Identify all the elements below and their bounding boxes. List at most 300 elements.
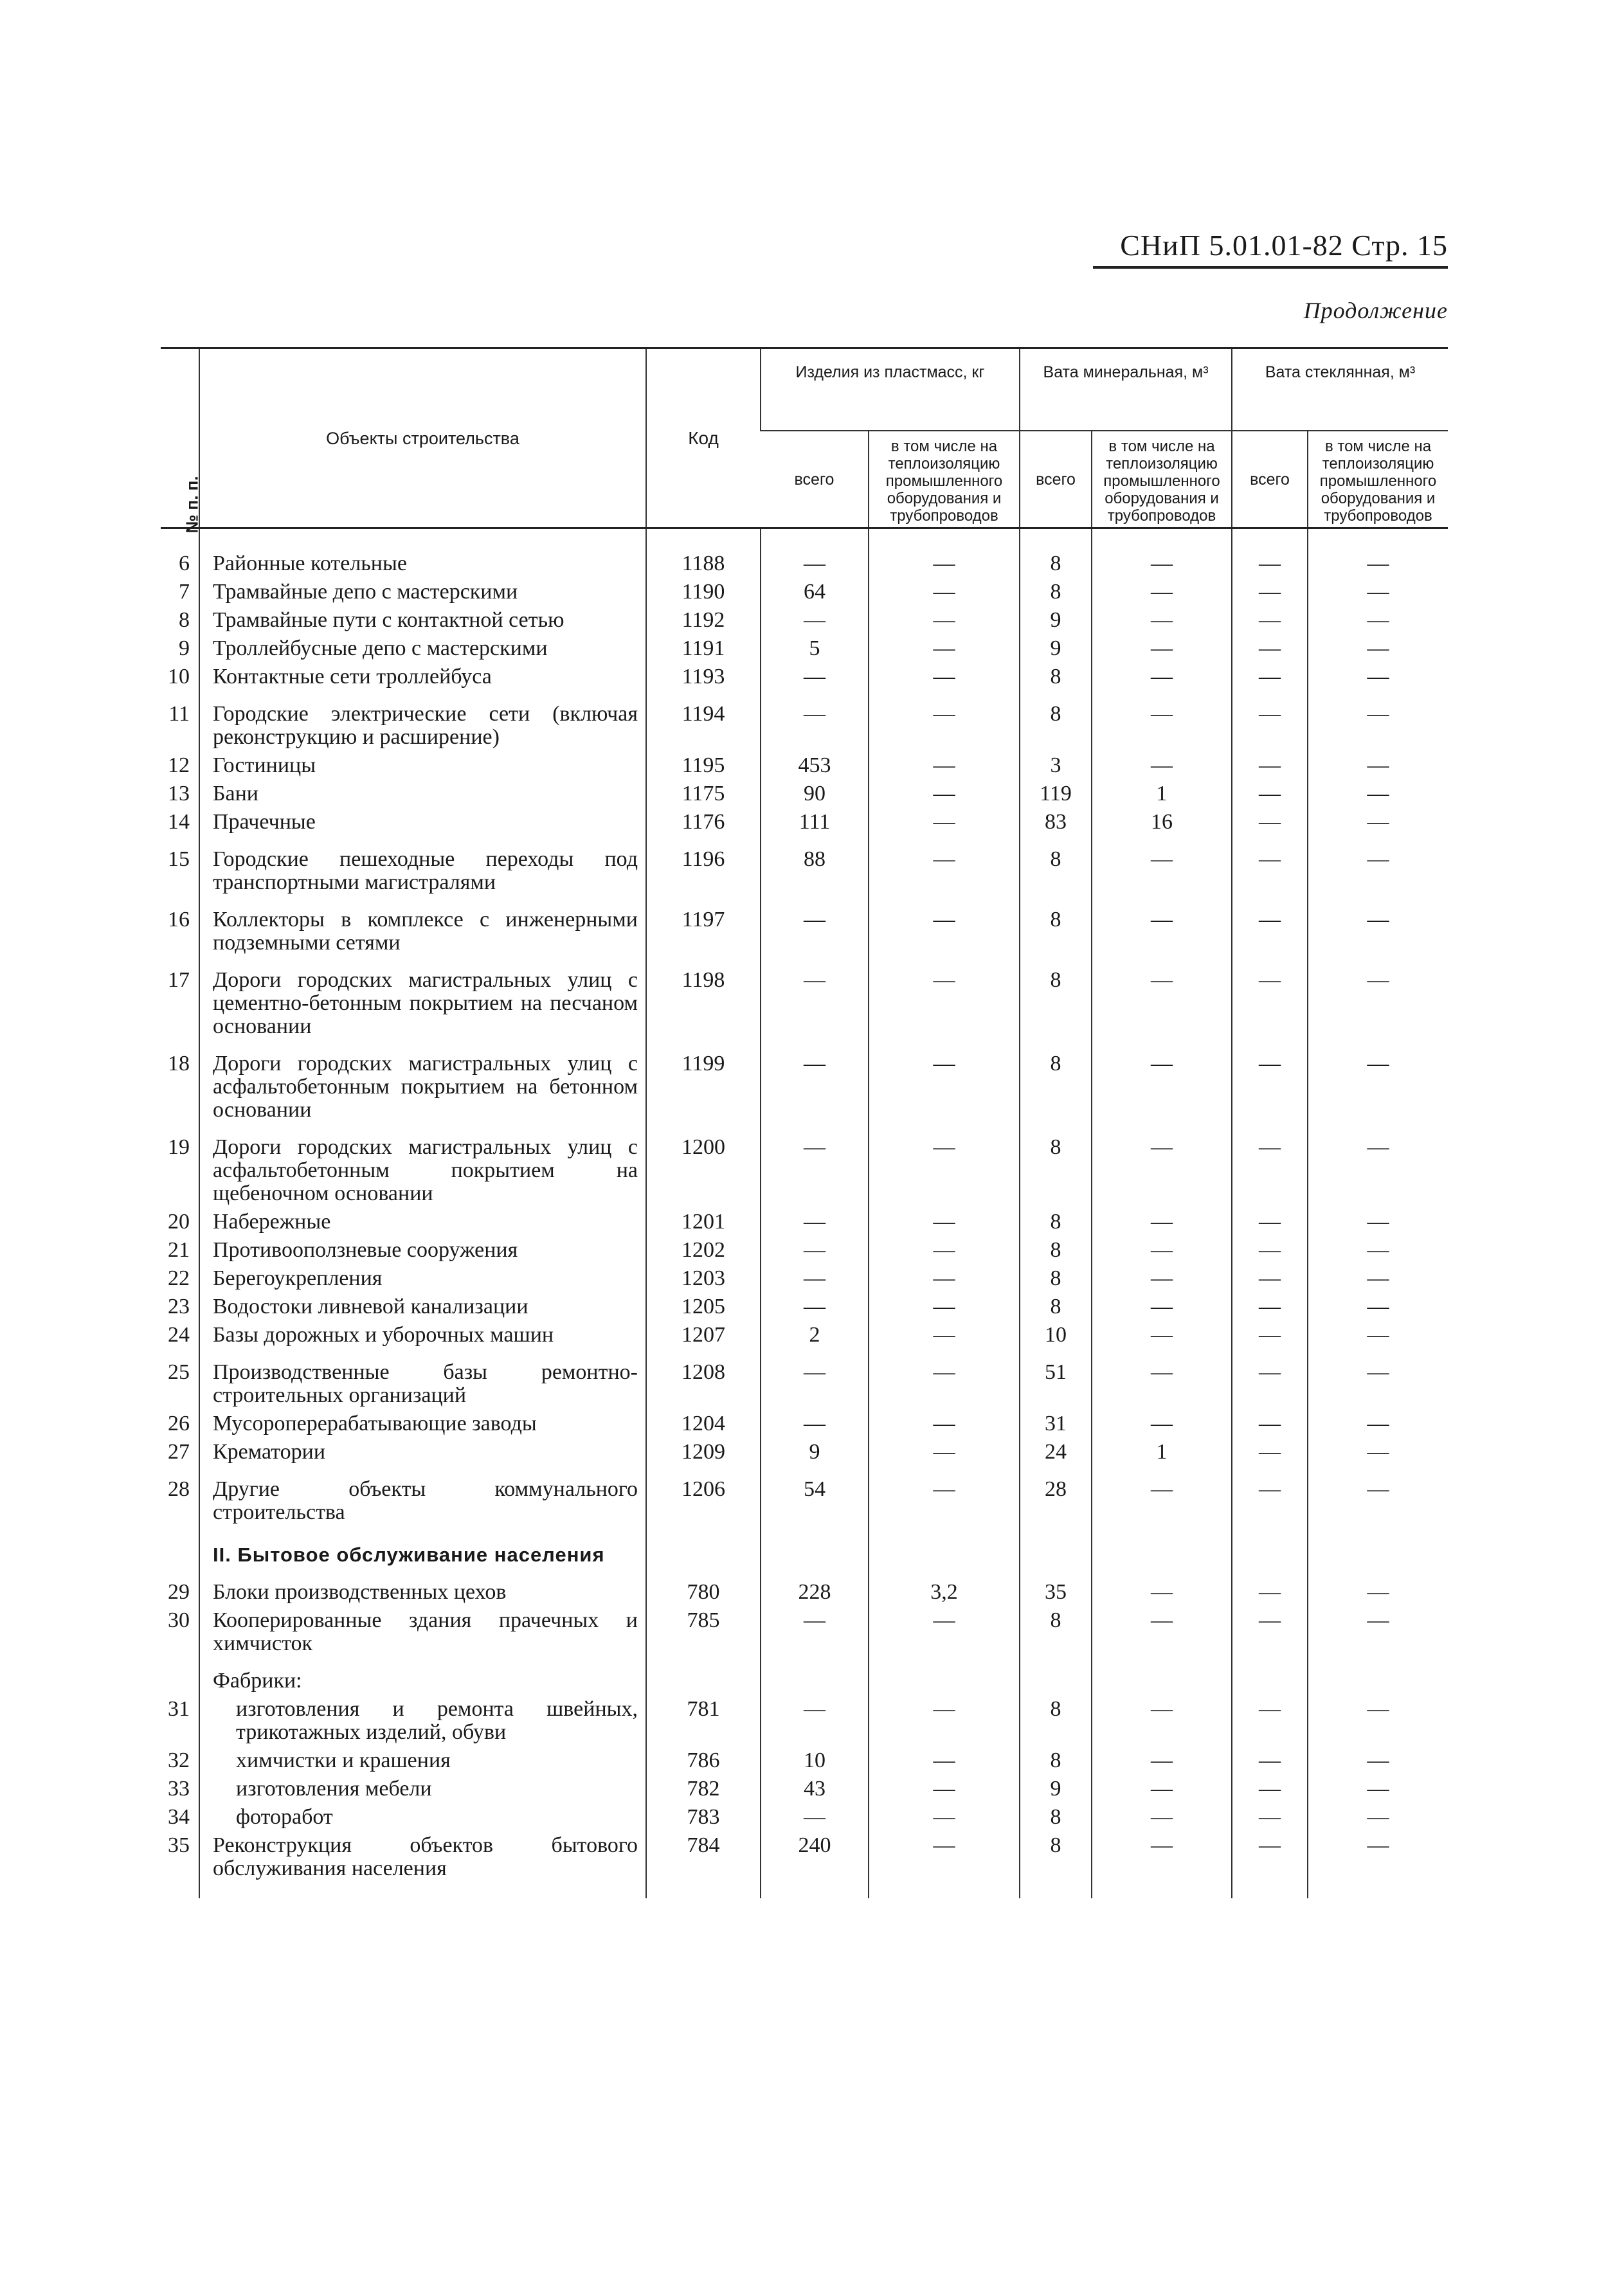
empty-cell [161,1527,199,1578]
glass-wool-total: — [1232,1264,1308,1293]
glass-wool-total: — [1232,1349,1308,1410]
object-name: фоторабот [199,1803,646,1831]
object-name: изготовления и ремонта швейных, трикотажных изделий, обуви [199,1695,646,1747]
object-code: 785 [646,1606,761,1658]
glass-wool-insulation: — [1308,1578,1448,1606]
mineral-wool-total: 8 [1020,1695,1092,1747]
object-code: 1192 [646,606,761,634]
mineral-wool-total: 9 [1020,606,1092,634]
row-number: 10 [168,665,190,688]
object-name: Прачечные [199,808,646,836]
object-name: Водостоки ливневой канализации [199,1293,646,1321]
object-code: 1176 [646,808,761,836]
object-code: 783 [646,1803,761,1831]
glass-wool-total: — [1232,1438,1308,1466]
header-object: Объекты строительства [199,348,646,528]
glass-wool-insulation: — [1308,808,1448,836]
object-name: изготовления мебели [199,1775,646,1803]
header-code: Код [646,348,761,528]
glass-wool-total: — [1232,1236,1308,1264]
table-row [161,1321,1448,1349]
object-name: Трамвайные депо с мастерскими [199,578,646,606]
mineral-wool-total: 8 [1020,1208,1092,1236]
glass-wool-insulation: — [1308,1775,1448,1803]
glass-wool-insulation: — [1308,1349,1448,1410]
table-row [161,634,1448,663]
table-row [161,897,1448,957]
plastics-insulation: 3,2 [869,1578,1020,1606]
object-code: 1194 [646,691,761,751]
mineral-wool-insulation: — [1092,1466,1232,1527]
glass-wool-total: — [1232,897,1308,957]
row-number: 13 [168,782,190,805]
mineral-wool-insulation: — [1092,1747,1232,1775]
plastics-total: — [761,1208,869,1236]
mineral-wool-insulation: — [1092,957,1232,1041]
mineral-wool-total: 8 [1020,1236,1092,1264]
mineral-wool-insulation: — [1092,1264,1232,1293]
glass-wool-total: — [1232,691,1308,751]
row-number: 18 [168,1052,190,1075]
empty-cell [1092,1527,1232,1578]
plastics-total: — [761,1293,869,1321]
plastics-total: 453 [761,751,869,780]
glass-wool-total: — [1232,780,1308,808]
row-number: 35 [168,1833,190,1857]
plastics-insulation: — [869,1695,1020,1747]
plastics-insulation: — [869,1438,1020,1466]
empty-cell [161,1658,199,1695]
mineral-wool-insulation: — [1092,1775,1232,1803]
plastics-insulation: — [869,1747,1020,1775]
empty-cell [869,1658,1020,1695]
plastics-insulation: — [869,1831,1020,1898]
plastics-total: — [761,691,869,751]
glass-wool-total: — [1232,836,1308,897]
table-row [161,1124,1448,1208]
glass-wool-insulation: — [1308,1236,1448,1264]
object-code: 1195 [646,751,761,780]
plastics-total: 9 [761,1438,869,1466]
table-row [161,1695,1448,1747]
materials-table [161,347,1448,1898]
mineral-wool-insulation: — [1092,1578,1232,1606]
table-row [161,1803,1448,1831]
glass-wool-insulation: — [1308,897,1448,957]
row-number: 23 [168,1295,190,1318]
object-name: Трамвайные пути с контактной сетью [199,606,646,634]
table-row [161,808,1448,836]
object-code: 1198 [646,957,761,1041]
plastics-total: 90 [761,780,869,808]
table-row [161,1578,1448,1606]
mineral-wool-total: 8 [1020,691,1092,751]
row-number: 32 [168,1749,190,1772]
empty-cell [1308,1527,1448,1578]
mineral-wool-insulation: — [1092,578,1232,606]
mineral-wool-insulation: — [1092,836,1232,897]
plastics-total: — [761,1236,869,1264]
plastics-total: — [761,663,869,691]
object-name: Производственные базы ремонтно-строительных организаций [199,1349,646,1410]
glass-wool-insulation: — [1308,957,1448,1041]
header-no [161,348,202,534]
glass-wool-total: — [1232,1775,1308,1803]
glass-wool-insulation: — [1308,1747,1448,1775]
object-code: 781 [646,1695,761,1747]
plastics-insulation: — [869,1321,1020,1349]
table-body [161,528,1448,1899]
mineral-wool-insulation: — [1092,1410,1232,1438]
running-head: СНиП 5.01.01-82 Стр. 15 [1093,228,1448,269]
row-number: 28 [168,1477,190,1501]
mineral-wool-total: 8 [1020,1606,1092,1658]
glass-wool-insulation: — [1308,528,1448,579]
plastics-insulation: — [869,1349,1020,1410]
row-number: 9 [179,636,190,660]
mineral-wool-insulation: — [1092,606,1232,634]
object-name: Реконструкция объектов бытового обслуживания населения [199,1831,646,1898]
object-code: 1188 [646,528,761,579]
object-name: Районные котельные [199,528,646,579]
glass-wool-insulation: — [1308,1606,1448,1658]
glass-wool-insulation: — [1308,663,1448,691]
empty-cell [761,1658,869,1695]
row-number: 17 [168,968,190,992]
mineral-wool-total: 8 [1020,528,1092,579]
glass-wool-total: — [1232,1695,1308,1747]
glass-wool-insulation: — [1308,780,1448,808]
table-row [161,528,1448,579]
table-row [161,1466,1448,1527]
row-number: 7 [179,580,190,604]
object-code: 784 [646,1831,761,1898]
glass-wool-insulation: — [1308,1695,1448,1747]
plastics-insulation: — [869,836,1020,897]
table-row [161,1410,1448,1438]
object-code: 1205 [646,1293,761,1321]
continued-label: Продолжение [1303,298,1448,323]
glass-wool-total: — [1232,606,1308,634]
object-code: 782 [646,1775,761,1803]
plastics-insulation: — [869,1293,1020,1321]
object-name: Кооперированные здания прачечных и химчисток [199,1606,646,1658]
row-number: 16 [168,908,190,931]
mineral-wool-insulation: — [1092,1831,1232,1898]
plastics-total: — [761,1124,869,1208]
row-number: 24 [168,1323,190,1347]
header-group-glass-wool: Вата стеклянная, м³ [1232,348,1448,431]
plastics-insulation: — [869,663,1020,691]
row-number: 29 [168,1580,190,1604]
glass-wool-total: — [1232,663,1308,691]
mineral-wool-total: 8 [1020,957,1092,1041]
object-code: 1196 [646,836,761,897]
glass-wool-insulation: — [1308,691,1448,751]
mineral-wool-total: 9 [1020,1775,1092,1803]
object-name: Крематории [199,1438,646,1466]
table-row [161,1293,1448,1321]
glass-wool-total: — [1232,1466,1308,1527]
mineral-wool-total: 3 [1020,751,1092,780]
table-row [161,1264,1448,1293]
plastics-insulation: — [869,751,1020,780]
row-number: 15 [168,847,190,871]
glass-wool-total: — [1232,1747,1308,1775]
row-number: 33 [168,1777,190,1801]
plastics-insulation: — [869,1410,1020,1438]
mineral-wool-insulation: 1 [1092,1438,1232,1466]
glass-wool-insulation: — [1308,1293,1448,1321]
mineral-wool-insulation: — [1092,634,1232,663]
plastics-insulation: — [869,528,1020,579]
table-row [161,1831,1448,1898]
object-name: Коллекторы в комплексе с инженерными подземными сетями [199,897,646,957]
object-name: Городские электрические сети (включая реконструкцию и расширение) [199,691,646,751]
mineral-wool-total: 83 [1020,808,1092,836]
mineral-wool-total: 8 [1020,836,1092,897]
row-number: 34 [168,1805,190,1829]
plastics-total: 228 [761,1578,869,1606]
row-number: 22 [168,1266,190,1290]
plastics-insulation: — [869,808,1020,836]
row-number: 8 [179,608,190,632]
row-number: 12 [168,753,190,777]
plastics-total: — [761,1803,869,1831]
plastics-insulation: — [869,1236,1020,1264]
table-row [161,1041,1448,1124]
row-number: 19 [168,1135,190,1159]
object-name: Троллейбусные депо с мастерскими [199,634,646,663]
section-title: II. Бытовое обслуживание населения [199,1527,646,1578]
plastics-total: — [761,957,869,1041]
glass-wool-total: — [1232,957,1308,1041]
empty-cell [869,1527,1020,1578]
plastics-total: 2 [761,1321,869,1349]
plastics-insulation: — [869,606,1020,634]
table-row [161,751,1448,780]
row-number: 11 [168,702,190,726]
object-name: Противооползневые сооружения [199,1236,646,1264]
glass-wool-insulation: — [1308,606,1448,634]
mineral-wool-total: 8 [1020,1831,1092,1898]
plastics-insulation: — [869,1124,1020,1208]
plastics-total: — [761,1264,869,1293]
header-including: в том числе на теплоизоляцию промышленного оборудования и трубопроводов [869,431,1020,528]
glass-wool-total: — [1232,1321,1308,1349]
glass-wool-insulation: — [1308,751,1448,780]
glass-wool-insulation: — [1308,634,1448,663]
mineral-wool-insulation: — [1092,528,1232,579]
mineral-wool-insulation: — [1092,1208,1232,1236]
plastics-insulation: — [869,1606,1020,1658]
header-including: в том числе на теплоизоляцию промышленного оборудования и трубопроводов [1092,431,1232,528]
empty-cell [1232,1527,1308,1578]
header-group-mineral-wool: Вата минеральная, м³ [1020,348,1232,431]
row-number: 26 [168,1412,190,1435]
object-code: 1175 [646,780,761,808]
plastics-total: 64 [761,578,869,606]
glass-wool-insulation: — [1308,1438,1448,1466]
row-number: 31 [168,1697,190,1721]
row-number: 27 [168,1440,190,1464]
glass-wool-total: — [1232,1803,1308,1831]
object-code: 1203 [646,1264,761,1293]
plastics-total: 5 [761,634,869,663]
mineral-wool-insulation: — [1092,1695,1232,1747]
row-number: 20 [168,1210,190,1234]
mineral-wool-insulation: — [1092,691,1232,751]
object-code: 1208 [646,1349,761,1410]
object-name: Дороги городских магистральных улиц с асфальтобетонным покрытием на бетонном основании [199,1041,646,1124]
plastics-insulation: — [869,1803,1020,1831]
plastics-insulation: — [869,957,1020,1041]
plastics-insulation: — [869,1041,1020,1124]
row-number: 6 [179,552,190,575]
table-row [161,1438,1448,1466]
row-number: 25 [168,1360,190,1384]
plastics-insulation: — [869,1775,1020,1803]
mineral-wool-insulation: 16 [1092,808,1232,836]
mineral-wool-insulation: — [1092,1321,1232,1349]
mineral-wool-total: 8 [1020,663,1092,691]
object-name: Мусороперерабатывающие заводы [199,1410,646,1438]
object-name: Другие объекты коммунального строительства [199,1466,646,1527]
factories-label-row [161,1658,1448,1695]
plastics-insulation: — [869,780,1020,808]
object-code: 1209 [646,1438,761,1466]
plastics-total: — [761,1041,869,1124]
glass-wool-total: — [1232,1124,1308,1208]
object-code: 1193 [646,663,761,691]
plastics-insulation: — [869,1466,1020,1527]
plastics-insulation: — [869,897,1020,957]
table-row [161,1236,1448,1264]
object-code: 1207 [646,1321,761,1349]
glass-wool-insulation: — [1308,1041,1448,1124]
mineral-wool-total: 31 [1020,1410,1092,1438]
glass-wool-total: — [1232,578,1308,606]
object-code: 1201 [646,1208,761,1236]
glass-wool-total: — [1232,751,1308,780]
glass-wool-insulation: — [1308,1466,1448,1527]
header-no-label: № п. п. [182,476,202,534]
plastics-insulation: — [869,1208,1020,1236]
object-name: Гостиницы [199,751,646,780]
mineral-wool-insulation: — [1092,663,1232,691]
glass-wool-insulation: — [1308,1264,1448,1293]
table-row [161,606,1448,634]
plastics-total: — [761,528,869,579]
object-name: Базы дорожных и уборочных машин [199,1321,646,1349]
empty-cell [1232,1658,1308,1695]
mineral-wool-total: 9 [1020,634,1092,663]
table-row [161,578,1448,606]
mineral-wool-total: 8 [1020,897,1092,957]
object-code: 1191 [646,634,761,663]
plastics-total: — [761,606,869,634]
header-including: в том числе на теплоизоляцию промышленного оборудования и трубопроводов [1308,431,1448,528]
mineral-wool-total: 35 [1020,1578,1092,1606]
plastics-total: — [761,897,869,957]
mineral-wool-insulation: 1 [1092,780,1232,808]
empty-cell [761,1527,869,1578]
mineral-wool-total: 8 [1020,1293,1092,1321]
plastics-total: — [761,1695,869,1747]
plastics-total: 43 [761,1775,869,1803]
mineral-wool-total: 8 [1020,578,1092,606]
plastics-insulation: — [869,691,1020,751]
plastics-total: 54 [761,1466,869,1527]
plastics-total: — [761,1349,869,1410]
mineral-wool-total: 24 [1020,1438,1092,1466]
glass-wool-total: — [1232,1208,1308,1236]
object-name: химчистки и крашения [199,1747,646,1775]
glass-wool-insulation: — [1308,578,1448,606]
glass-wool-total: — [1232,1041,1308,1124]
mineral-wool-total: 8 [1020,1124,1092,1208]
glass-wool-total: — [1232,1293,1308,1321]
object-code: 1202 [646,1236,761,1264]
glass-wool-insulation: — [1308,1208,1448,1236]
header-total: всего [1232,431,1308,528]
plastics-total: — [761,1606,869,1658]
plastics-total: 240 [761,1831,869,1898]
glass-wool-total: — [1232,808,1308,836]
section-title-row [161,1527,1448,1578]
mineral-wool-total: 119 [1020,780,1092,808]
empty-cell [1308,1658,1448,1695]
table-row [161,836,1448,897]
object-code: 1206 [646,1466,761,1527]
row-number: 21 [168,1238,190,1262]
row-number: 30 [168,1608,190,1632]
glass-wool-total: — [1232,1410,1308,1438]
table-row [161,1747,1448,1775]
mineral-wool-insulation: — [1092,751,1232,780]
empty-cell [1020,1658,1092,1695]
object-code: 1200 [646,1124,761,1208]
glass-wool-total: — [1232,1606,1308,1658]
plastics-insulation: — [869,578,1020,606]
mineral-wool-total: 8 [1020,1803,1092,1831]
header-group-plastics: Изделия из пластмасс, кг [761,348,1020,431]
header-total: всего [761,431,869,528]
header-total: всего [1020,431,1092,528]
glass-wool-insulation: — [1308,1410,1448,1438]
object-name: Блоки производственных цехов [199,1578,646,1606]
glass-wool-total: — [1232,1831,1308,1898]
table-row [161,663,1448,691]
mineral-wool-insulation: — [1092,897,1232,957]
mineral-wool-total: 28 [1020,1466,1092,1527]
object-name: Бани [199,780,646,808]
empty-cell [1020,1527,1092,1578]
glass-wool-insulation: — [1308,1321,1448,1349]
empty-cell [1092,1658,1232,1695]
mineral-wool-total: 8 [1020,1264,1092,1293]
glass-wool-insulation: — [1308,1803,1448,1831]
plastics-total: — [761,1410,869,1438]
mineral-wool-total: 10 [1020,1321,1092,1349]
object-name: Городские пешеходные переходы под транспортными магистралями [199,836,646,897]
table-row [161,957,1448,1041]
plastics-total: 111 [761,808,869,836]
glass-wool-total: — [1232,634,1308,663]
mineral-wool-total: 8 [1020,1747,1092,1775]
mineral-wool-total: 51 [1020,1349,1092,1410]
object-code: 780 [646,1578,761,1606]
